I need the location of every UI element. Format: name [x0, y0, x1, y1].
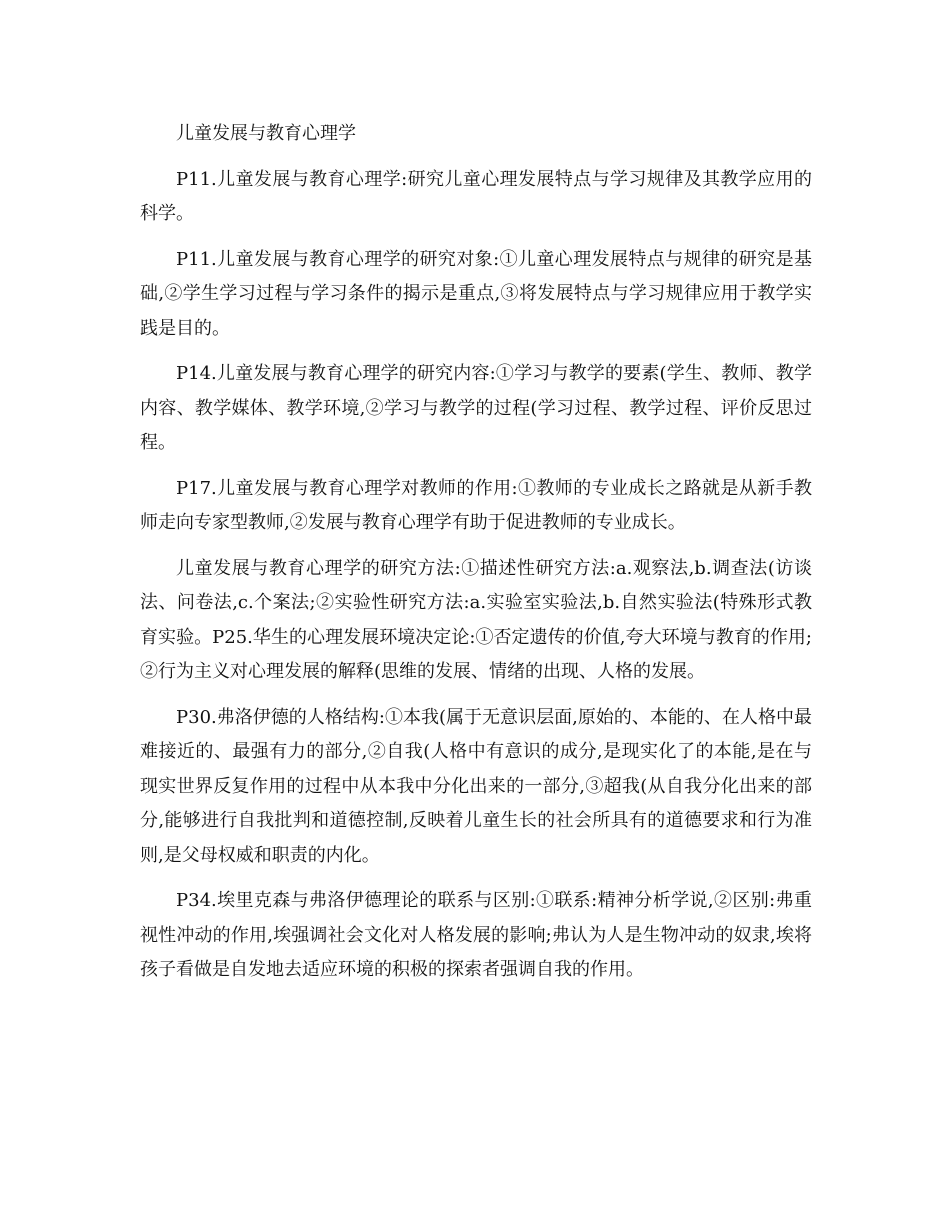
paragraph-research-methods: 儿童发展与教育心理学的研究方法:①描述性研究方法:a.观察法,b.调查法(访谈法、问卷法,c.个案法;②实验性研究方法:a.实验室实验法,b.自然实验法(特殊形式教育实验。P25.华生的心理发展环境决定论:①否定遗传的价值,夸大环境与教育的作用;②行为主义对心理发展的解释(思维的发展、情绪的出现、人格的发展。 [140, 557, 812, 682]
document-title: 儿童发展与教育心理学 [176, 123, 356, 144]
paragraph-erikson-freud: P34.埃里克森与弗洛伊德理论的联系与区别:①联系:精神分析学说,②区别:弗重视性冲动的作用,埃强调社会文化对人格发展的影响;弗认为人是生物冲动的奴隶,埃将孩子看做是自发地去适应环境的积极的探索者强调自我的作用。 [140, 890, 812, 980]
paragraph-freud-personality: P30.弗洛伊德的人格结构:①本我(属于无意识层面,原始的、本能的、在人格中最难接近的、最强有力的部分,②自我(人格中有意识的成分,是现实化了的本能,是在与现实世界反复作用的过程中从本我中分化出来的一部分,③超我(从自我分化出来的部分,能够进行自我批判和道德控制,反映着儿童生长的社会所具有的道德要求和行为准则,是父母权威和职责的内化。 [140, 706, 812, 866]
paragraph-research-object: P11.儿童发展与教育心理学的研究对象:①儿童心理发展特点与规律的研究是基础,②学生学习过程与学习条件的揭示是重点,③将发展特点与学习规律应用于教学实践是目的。 [140, 248, 812, 339]
paragraph-definition: P11.儿童发展与教育心理学:研究儿童心理发展特点与学习规律及其教学应用的科学。 [140, 168, 812, 224]
paragraph-research-content: P14.儿童发展与教育心理学的研究内容:①学习与教学的要素(学生、教师、教学内容、教学媒体、教学环境,②学习与教学的过程(学习过程、教学过程、评价反思过程。 [140, 363, 812, 453]
document-page [140, 117, 812, 988]
paragraph-teacher-role: P17.儿童发展与教育心理学对教师的作用:①教师的专业成长之路就是从新手教师走向专家型教师,②发展与教育心理学有助于促进教师的专业成长。 [140, 477, 812, 533]
